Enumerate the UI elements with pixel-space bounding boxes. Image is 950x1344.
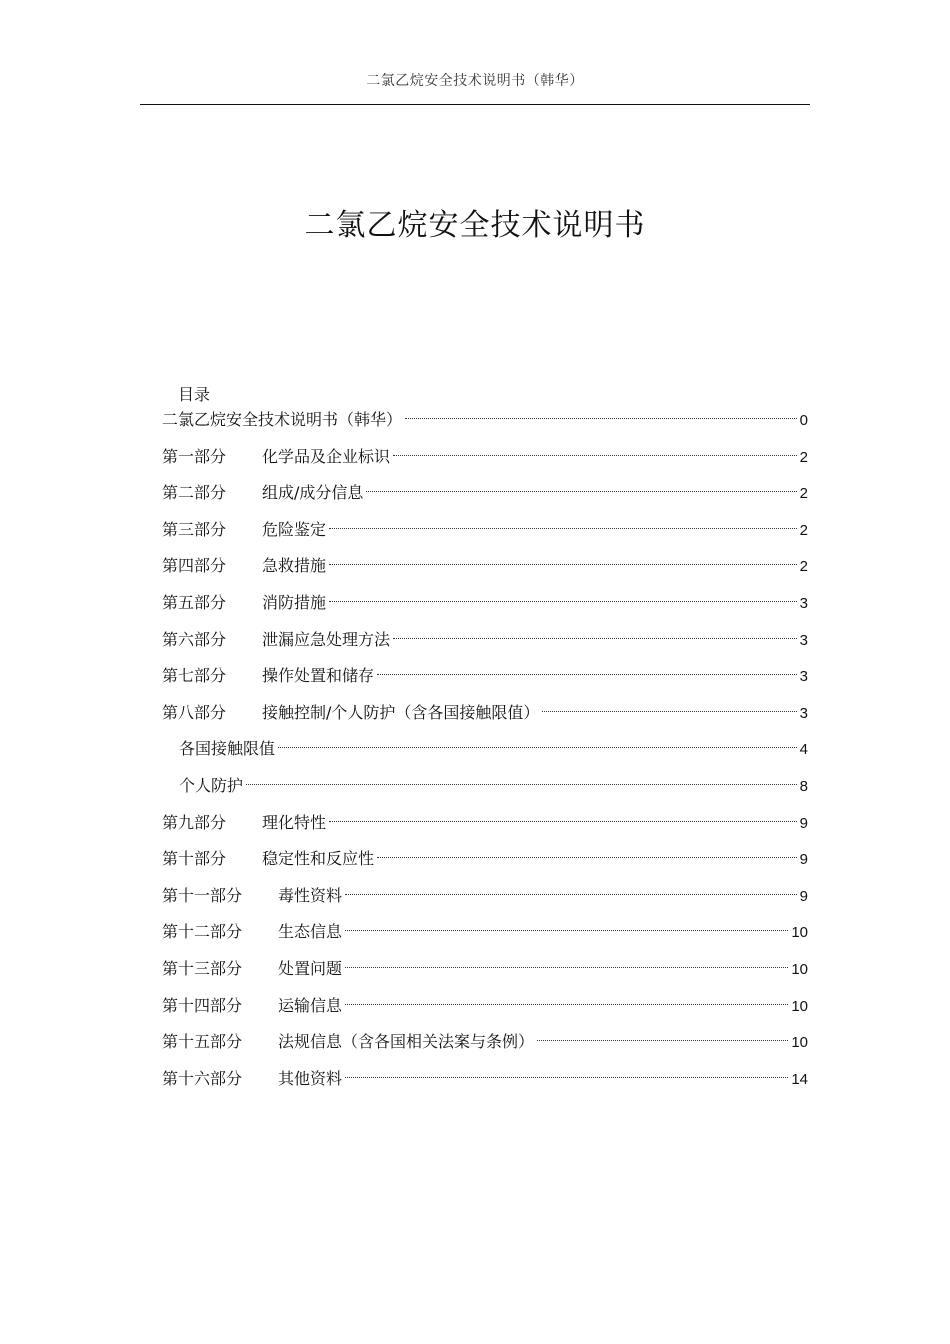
toc-dot-leader (377, 857, 797, 858)
toc-entry-title: 急救措施 (262, 556, 327, 576)
toc-dot-leader (345, 967, 788, 968)
toc-dot-leader (329, 821, 797, 822)
toc-dot-leader (345, 1077, 788, 1078)
document-title: 二氯乙烷安全技术说明书 (304, 208, 646, 243)
toc-entry-title: 组成/成分信息 (262, 483, 364, 503)
toc-dot-leader (393, 455, 797, 456)
toc-part-label: 第三部分 (162, 519, 227, 539)
toc-page-number: 10 (791, 924, 808, 942)
toc-entry-title: 危险鉴定 (262, 519, 327, 539)
toc-page-number: 2 (799, 448, 808, 466)
toc-dot-leader (393, 638, 797, 639)
toc-dot-leader (345, 930, 788, 931)
toc-dot-leader (377, 674, 797, 675)
toc-part-label: 第十部分 (162, 849, 227, 869)
toc-page-number: 8 (799, 777, 808, 795)
toc-page-number: 2 (799, 558, 808, 576)
toc-page-number: 3 (799, 704, 808, 722)
toc-dot-leader (329, 564, 797, 565)
toc-dot-leader (278, 747, 797, 748)
toc-page-number: 10 (791, 997, 808, 1015)
toc-entry[interactable] (162, 990, 808, 1027)
toc-part-label: 第十四部分 (162, 995, 243, 1015)
toc-page-number: 10 (791, 1034, 808, 1052)
toc-entry-title: 生态信息 (278, 922, 343, 942)
toc-entry-title: 法规信息（含各国相关法案与条例） (278, 1032, 535, 1052)
toc-entry[interactable] (162, 1063, 808, 1100)
toc-part-label: 第四部分 (162, 556, 227, 576)
toc-dot-leader (329, 528, 797, 529)
toc-dot-leader (537, 1040, 788, 1041)
toc-entry-title: 毒性资料 (278, 885, 343, 905)
toc-subentry[interactable] (162, 770, 808, 807)
toc-part-label: 第十一部分 (162, 885, 243, 905)
toc-entry[interactable] (162, 441, 808, 478)
toc-page-number: 10 (791, 960, 808, 978)
toc-dot-leader (405, 418, 797, 419)
toc-page-number: 14 (791, 1070, 808, 1088)
toc-part-label: 第一部分 (162, 446, 227, 466)
toc-page-number: 4 (799, 741, 808, 759)
toc-page-number: 9 (799, 887, 808, 905)
toc-entry[interactable] (162, 624, 808, 661)
toc-part-label: 第五部分 (162, 592, 227, 612)
toc-part-label: 第七部分 (162, 666, 227, 686)
toc-entry-title: 理化特性 (262, 812, 327, 832)
toc-part-label: 第八部分 (162, 702, 227, 722)
toc-part-label: 第二部分 (162, 483, 227, 503)
toc-page-number: 3 (799, 594, 808, 612)
running-header: 二氯乙烷安全技术说明书（韩华） (366, 73, 584, 89)
toc-entry[interactable] (162, 587, 808, 624)
toc-entry-title: 个人防护 (179, 775, 244, 795)
toc-part-label: 第九部分 (162, 812, 227, 832)
toc-entry[interactable] (162, 477, 808, 514)
toc-entry-title: 泄漏应急处理方法 (262, 629, 391, 649)
toc-page-number: 9 (799, 814, 808, 832)
toc-part-label: 第十二部分 (162, 922, 243, 942)
toc-dot-leader (366, 491, 796, 492)
toc-subentry[interactable] (162, 733, 808, 770)
toc-entry[interactable] (162, 916, 808, 953)
toc-entry[interactable] (162, 807, 808, 844)
toc-part-label: 第六部分 (162, 629, 227, 649)
toc-entry[interactable] (162, 514, 808, 551)
toc-entry-title: 操作处置和储存 (262, 666, 375, 686)
toc-dot-leader (246, 784, 797, 785)
toc-entry-title: 其他资料 (278, 1068, 343, 1088)
toc-page-number: 0 (799, 412, 808, 429)
toc-dot-leader (345, 1004, 788, 1005)
toc-part-label: 第十六部分 (162, 1068, 243, 1088)
toc-entry-title: 处置问题 (278, 958, 343, 978)
toc-dot-leader (345, 894, 797, 895)
toc-part-label: 第十三部分 (162, 958, 243, 978)
toc-entry[interactable] (162, 953, 808, 990)
toc-entry-title: 接触控制/个人防护（含各国接触限值） (262, 702, 540, 722)
table-of-contents (162, 404, 808, 1099)
toc-entry-title: 运输信息 (278, 995, 343, 1015)
toc-entry[interactable] (162, 1026, 808, 1063)
toc-entry[interactable] (162, 550, 808, 587)
toc-entry-title: 各国接触限值 (179, 739, 276, 759)
toc-entry[interactable] (162, 843, 808, 880)
toc-entry-title: 消防措施 (262, 592, 327, 612)
toc-part-label: 第十五部分 (162, 1032, 243, 1052)
toc-entry-title: 化学品及企业标识 (262, 446, 391, 466)
toc-entry[interactable] (162, 697, 808, 734)
toc-page-number: 9 (799, 851, 808, 869)
toc-dot-leader (329, 601, 797, 602)
toc-dot-leader (542, 711, 796, 712)
toc-entry-title: 二氯乙烷安全技术说明书（韩华） (162, 410, 403, 429)
toc-page-number: 3 (799, 631, 808, 649)
toc-entry[interactable] (162, 880, 808, 917)
toc-heading: 目录 (178, 385, 211, 404)
toc-entry-title: 稳定性和反应性 (262, 849, 375, 869)
toc-entry[interactable] (162, 404, 808, 441)
toc-page-number: 3 (799, 668, 808, 686)
toc-page-number: 2 (799, 485, 808, 503)
header-rule (140, 104, 810, 105)
toc-page-number: 2 (799, 521, 808, 539)
toc-entry[interactable] (162, 660, 808, 697)
